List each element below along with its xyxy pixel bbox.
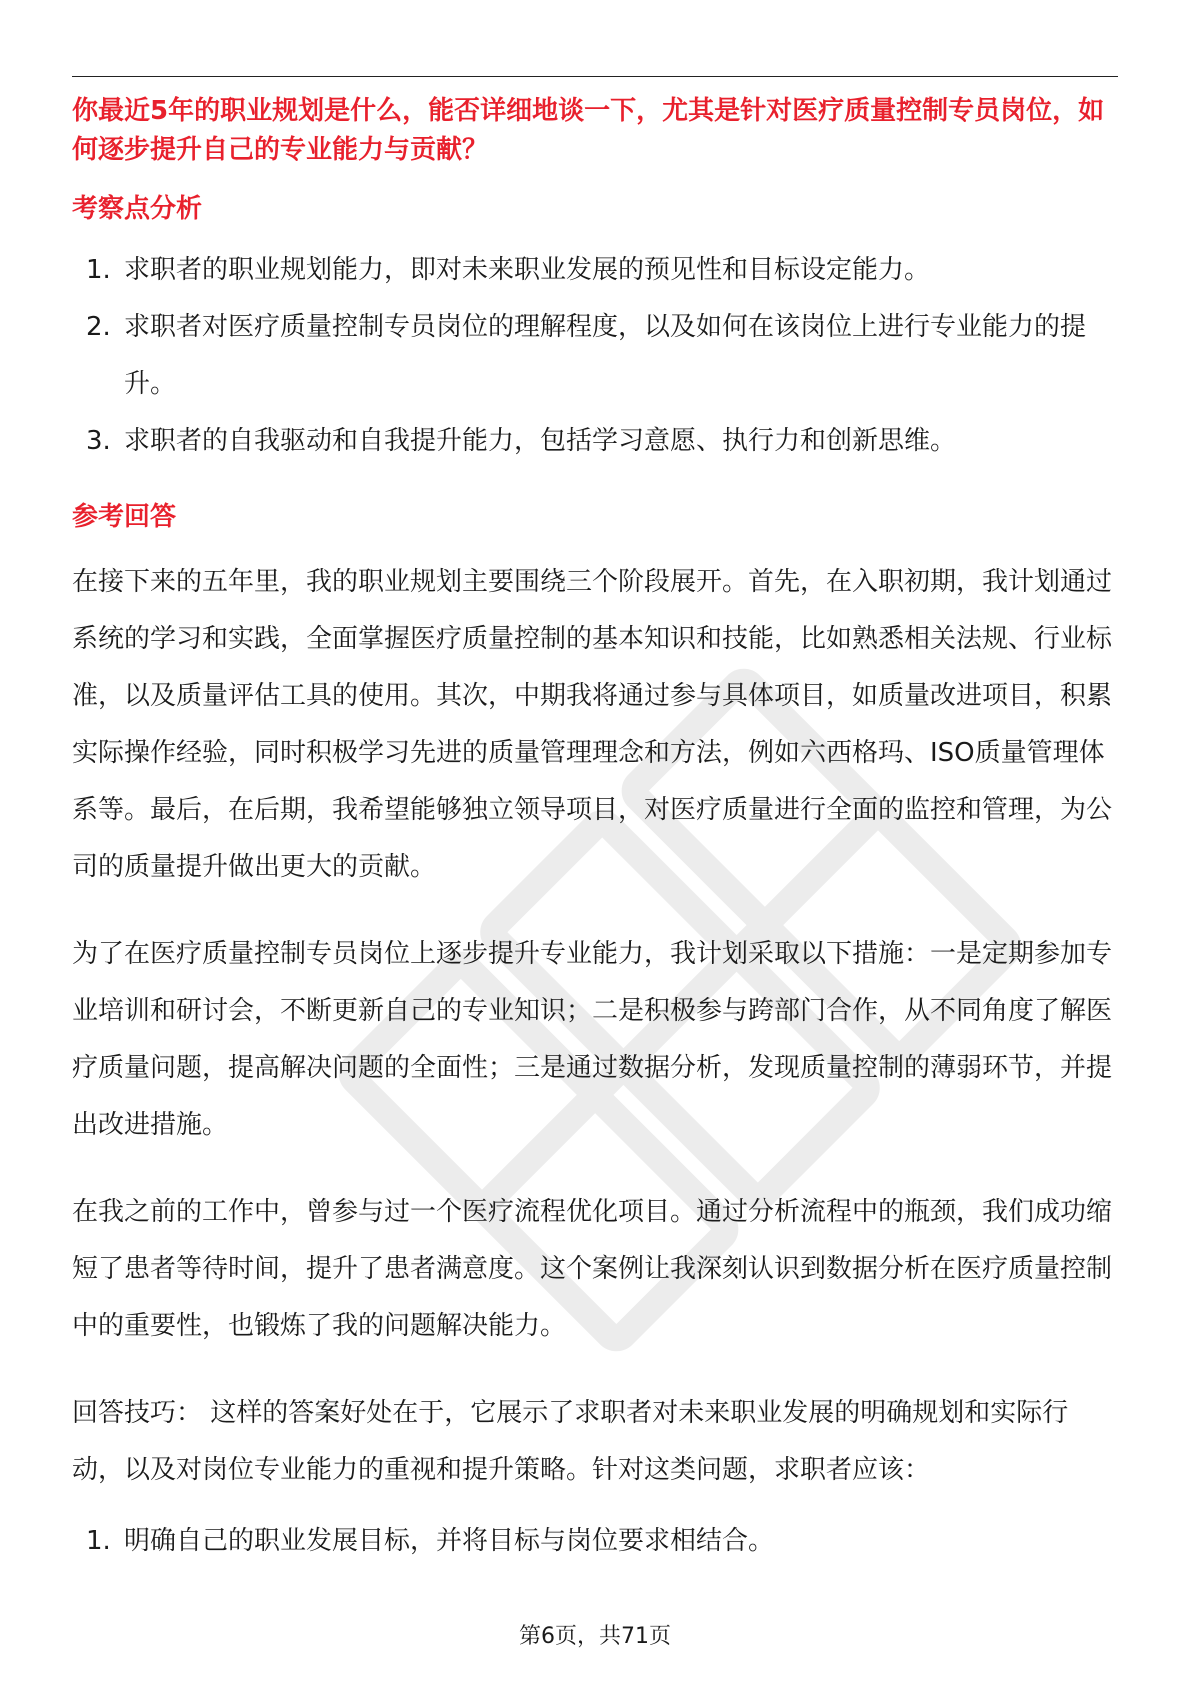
list-item-text: 求职者的职业规划能力，即对未来职业发展的预见性和目标设定能力。	[124, 255, 931, 285]
list-item-text: 明确自己的职业发展目标，并将目标与岗位要求相结合。	[124, 1526, 775, 1556]
list-item	[72, 242, 1118, 299]
list-item-text: 求职者的自我驱动和自我提升能力，包括学习意愿、执行力和创新思维。	[124, 426, 957, 456]
list-item	[72, 299, 1118, 413]
document-body	[72, 92, 1118, 1570]
analysis-title: 考察点分析	[72, 194, 203, 224]
answer-paragraph: 在接下来的五年里，我的职业规划主要围绕三个阶段展开。首先，在入职初期，我计划通过系统的学习和实践，全面掌握医疗质量控制的基本知识和技能，比如熟悉相关法规、行业标准，以及质量评估工具的使用。其次，中期我将通过参与具体项目，如质量改进项目，积累实际操作经验，同时积极学习先进的质量管理理念和方法，例如六西格玛、ISO质量管理体系等。最后，在后期，我希望能够独立领导项目，对医疗质量进行全面的监控和管理，为公司的质量提升做出更大的贡献。	[72, 567, 1113, 882]
answer-paragraph: 在我之前的工作中，曾参与过一个医疗流程优化项目。通过分析流程中的瓶颈，我们成功缩短了患者等待时间，提升了患者满意度。这个案例让我深刻认识到数据分析在医疗质量控制中的重要性，也锻炼了我的问题解决能力。	[72, 1197, 1113, 1341]
list-number: 1.	[86, 1526, 111, 1556]
list-number: 3.	[86, 426, 111, 456]
list-item	[72, 413, 1118, 470]
page-number: 第6页，共71页	[519, 1624, 671, 1649]
answer-title: 参考回答	[72, 502, 177, 532]
tips-list	[72, 1513, 1118, 1570]
header-rule	[72, 76, 1118, 77]
tips-paragraph: 回答技巧： 这样的答案好处在于，它展示了求职者对未来职业发展的明确规划和实际行动，以及对岗位专业能力的重视和提升策略。针对这类问题，求职者应该：	[72, 1398, 1069, 1485]
list-item-text: 求职者对医疗质量控制专员岗位的理解程度，以及如何在该岗位上进行专业能力的提升。	[124, 312, 1087, 399]
list-number: 1.	[86, 255, 111, 285]
list-number: 2.	[86, 312, 111, 342]
list-item	[72, 1513, 1118, 1570]
question-heading: 你最近5年的职业规划是什么，能否详细地谈一下，尤其是针对医疗质量控制专员岗位，如何逐步提升自己的专业能力与贡献？	[72, 96, 1105, 165]
answer-paragraph: 为了在医疗质量控制专员岗位上逐步提升专业能力，我计划采取以下措施：一是定期参加专业培训和研讨会，不断更新自己的专业知识；二是积极参与跨部门合作，从不同角度了解医疗质量问题，提高解决问题的全面性；三是通过数据分析，发现质量控制的薄弱环节，并提出改进措施。	[72, 939, 1113, 1140]
analysis-list	[72, 242, 1118, 470]
